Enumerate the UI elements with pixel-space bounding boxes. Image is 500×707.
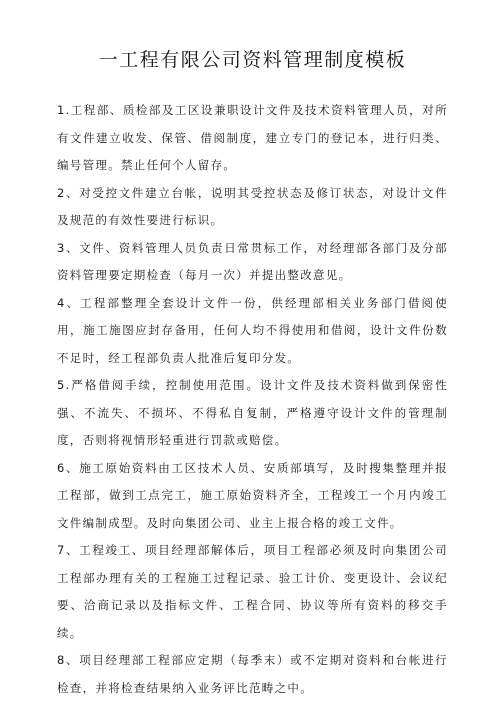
rule-text: 项目经理部工程部应定期（每季末）或不定期对资料和台帐进行检查，并将检查结果纳入业务评比范畴之中。 [57, 653, 448, 695]
rule-number: 8、 [57, 653, 80, 667]
rule-number: 2、 [57, 185, 80, 200]
rule-item [57, 455, 448, 538]
rule-text: 严格借阅手续，控制使用范围。设计文件及技术资料做到保密性强、不流失、不损坏、不得私自复制，严格遵守设计文件的管理制度，否则将视情形轻重进行罚款或赔偿。 [57, 378, 448, 447]
rules-list [57, 97, 448, 702]
rule-item [57, 97, 448, 180]
rule-text: 工程部、质检部及工区设兼职设计文件及技术资料管理人员，对所有文件建立收发、保管、借阅制度，建立专门的登记本，进行归类、编号管理。禁止任何个人留存。 [57, 103, 448, 172]
rule-number: 3、 [57, 240, 80, 255]
rule-item [57, 647, 448, 702]
rule-item [57, 290, 448, 373]
rule-number: 1. [57, 103, 71, 117]
rule-number: 4、 [57, 295, 81, 310]
rule-text: 施工原始资料由工区技术人员、安质部填写，及时搜集整理并报工程部，做到工点完工，施工原始资料齐全，工程竣工一个月内竣工文件编制成型。及时向集团公司、业主上报合格的竣工文件。 [57, 460, 448, 530]
rule-number: 6、 [57, 460, 80, 475]
rule-text: 对受控文件建立台帐，说明其受控状态及修订状态，对设计文件及规范的有效性要进行标识。 [57, 185, 448, 227]
rule-item [57, 180, 448, 235]
rule-number: 5. [57, 378, 71, 392]
rule-item [57, 372, 448, 455]
rule-text: 工程竣工、项目经理部解体后，项目工程部必须及时向集团公司工程部办理有关的工程施工过程记录、验工计价、变更设计、会议纪要、洽商记录以及指标文件、工程合同、协议等所有资料的移交手续。 [57, 543, 448, 640]
rule-text: 工程部整理全套设计文件一份，供经理部相关业务部门借阅使用，施工施图应封存备用，任何人均不得使用和借阅，设计文件份数不足时，经工程部负责人批准后复印分发。 [57, 295, 448, 365]
rule-item [57, 235, 448, 290]
rule-item [57, 537, 448, 647]
rule-text: 文件、资料管理人员负责日常贯标工作，对经理部各部门及分部资料管理要定期检查（每月一次）并提出整改意见。 [57, 240, 448, 282]
rule-number: 7、 [57, 543, 80, 557]
document-title: 一工程有限公司资料管理制度模板 [98, 49, 407, 71]
